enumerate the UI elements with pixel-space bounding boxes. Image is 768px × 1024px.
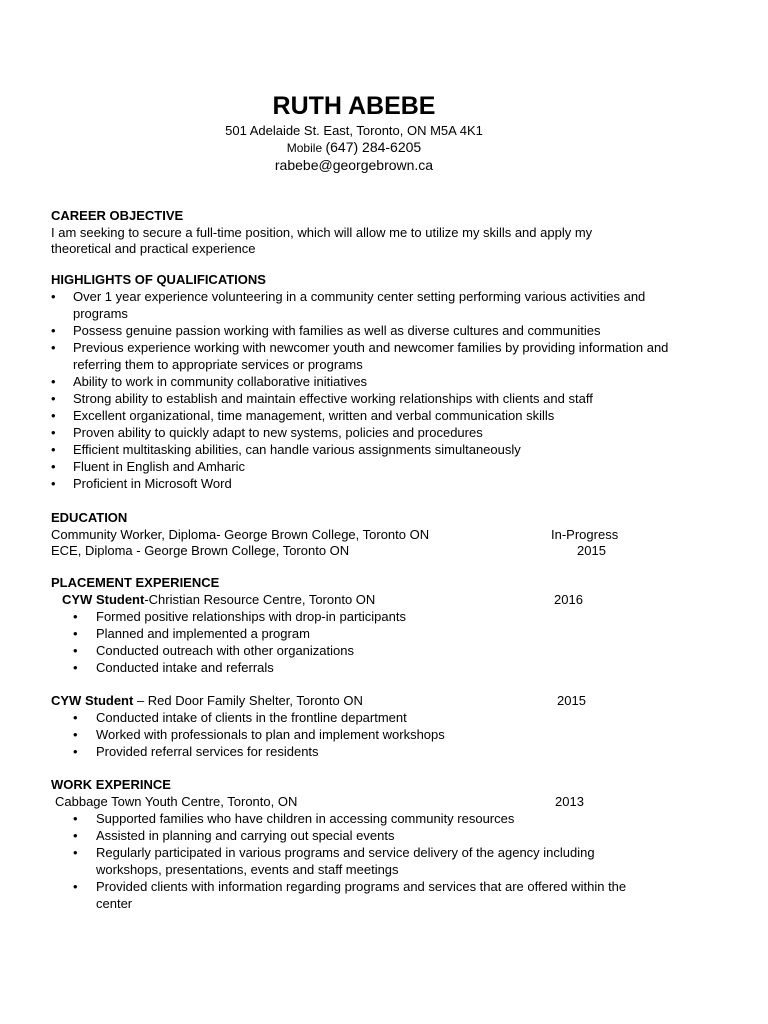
list-item-text: Strong ability to establish and maintain effective working relationships with clients and staff: [73, 391, 593, 406]
work-heading: WORK EXPERINCE: [51, 777, 171, 792]
placement-2-date: 2015: [557, 693, 586, 708]
list-item-text: Efficient multitasking abilities, can handle various assignments simultaneously: [73, 442, 521, 457]
list-item-text: Conducted outreach with other organizations: [96, 643, 354, 658]
bullet-icon: •: [73, 727, 78, 742]
bullet-icon: •: [51, 374, 56, 389]
work-list: [73, 810, 633, 912]
bullet-icon: •: [51, 340, 56, 355]
list-item: [51, 475, 671, 492]
career-objective-heading: CAREER OBJECTIVE: [51, 208, 184, 223]
list-item-text: Supported families who have children in accessing community resources: [96, 811, 515, 826]
list-item-text: Provided referral services for residents: [96, 744, 319, 759]
work-date: 2013: [555, 794, 584, 809]
list-item: [73, 827, 633, 844]
list-item: [73, 642, 633, 659]
bullet-icon: •: [73, 879, 78, 894]
list-item-text: Previous experience working with newcomer youth and newcomer families by providing information and referring them to appropriate services or programs: [73, 340, 669, 372]
mobile-number: (647) 284-6205: [325, 139, 422, 155]
education-entry-1: Community Worker, Diploma- George Brown College, Toronto ON: [51, 527, 430, 542]
education-date-1: In-Progress: [551, 527, 619, 542]
bullet-icon: •: [73, 744, 78, 759]
list-item: [51, 424, 671, 441]
education-date-2: 2015: [577, 543, 606, 558]
list-item-text: Conducted intake of clients in the frontline department: [96, 710, 407, 725]
address: 501 Adelaide St. East, Toronto, ON M5A 4K1: [225, 123, 483, 138]
placement-2-org: – Red Door Family Shelter, Toronto ON: [133, 693, 363, 708]
list-item: [51, 288, 671, 322]
list-item-text: Conducted intake and referrals: [96, 660, 274, 675]
list-item: [73, 810, 633, 827]
placement-1-role: CYW Student: [62, 592, 145, 607]
placement-2-list: [73, 709, 633, 760]
placement-1-date: 2016: [554, 592, 583, 607]
bullet-icon: •: [73, 626, 78, 641]
bullet-icon: •: [51, 391, 56, 406]
list-item-text: Provided clients with information regarding programs and services that are offered within the center: [96, 879, 627, 911]
list-item: [51, 322, 671, 339]
list-item: [73, 878, 633, 912]
placement-2-role: CYW Student: [51, 693, 134, 708]
list-item: [73, 743, 633, 760]
list-item-text: Regularly participated in various programs and service delivery of the agency including workshops, presentations, events and staff meetings: [96, 845, 595, 877]
list-item: [73, 608, 633, 625]
career-objective-line-2: theoretical and practical experience: [51, 241, 256, 256]
list-item: [51, 373, 671, 390]
career-objective-line-1: I am seeking to secure a full-time position, which will allow me to utilize my skills and apply my: [51, 225, 593, 240]
list-item: [51, 390, 671, 407]
bullet-icon: •: [73, 710, 78, 725]
list-item: [51, 407, 671, 424]
list-item-text: Possess genuine passion working with families as well as diverse cultures and communities: [73, 323, 601, 338]
bullet-icon: •: [73, 845, 78, 860]
list-item-text: Planned and implemented a program: [96, 626, 310, 641]
highlights-list: [51, 288, 671, 492]
bullet-icon: •: [73, 660, 78, 675]
bullet-icon: •: [73, 828, 78, 843]
work-org: Cabbage Town Youth Centre, Toronto, ON: [55, 794, 298, 809]
bullet-icon: •: [51, 289, 56, 304]
bullet-icon: •: [51, 408, 56, 423]
placement-1-list: [73, 608, 633, 676]
email: rabebe@georgebrown.ca: [274, 157, 434, 173]
list-item-text: Proven ability to quickly adapt to new systems, policies and procedures: [73, 425, 483, 440]
list-item-text: Formed positive relationships with drop-in participants: [96, 609, 406, 624]
applicant-name: RUTH ABEBE: [272, 92, 436, 120]
mobile-label: Mobile: [286, 141, 323, 155]
list-item-text: Proficient in Microsoft Word: [73, 476, 232, 491]
education-heading: EDUCATION: [51, 510, 128, 525]
education-entry-2: ECE, Diploma - George Brown College, Toronto ON: [51, 543, 350, 558]
list-item: [73, 726, 633, 743]
bullet-icon: •: [51, 476, 56, 491]
bullet-icon: •: [73, 811, 78, 826]
list-item: [51, 441, 671, 458]
list-item-text: Assisted in planning and carrying out special events: [96, 828, 395, 843]
placement-2-title: [51, 692, 363, 709]
list-item: [73, 844, 633, 878]
bullet-icon: •: [73, 643, 78, 658]
list-item: [51, 339, 671, 373]
list-item-text: Ability to work in community collaborative initiatives: [73, 374, 368, 389]
bullet-icon: •: [51, 459, 56, 474]
placement-1-title: [62, 591, 375, 608]
list-item: [51, 458, 671, 475]
list-item-text: Worked with professionals to plan and implement workshops: [96, 727, 445, 742]
list-item-text: Excellent organizational, time management, written and verbal communication skills: [73, 408, 555, 423]
list-item: [73, 659, 633, 676]
list-item-text: Fluent in English and Amharic: [73, 459, 245, 474]
bullet-icon: •: [51, 425, 56, 440]
placement-1-org: -Christian Resource Centre, Toronto ON: [144, 592, 376, 607]
list-item: [73, 709, 633, 726]
list-item-text: Over 1 year experience volunteering in a community center setting performing various activities and programs: [73, 289, 646, 321]
placement-heading: PLACEMENT EXPERIENCE: [51, 575, 220, 590]
bullet-icon: •: [51, 442, 56, 457]
bullet-icon: •: [73, 609, 78, 624]
bullet-icon: •: [51, 323, 56, 338]
highlights-heading: HIGHLIGHTS OF QUALIFICATIONS: [51, 272, 266, 287]
list-item: [73, 625, 633, 642]
mobile-line: [0, 139, 708, 157]
